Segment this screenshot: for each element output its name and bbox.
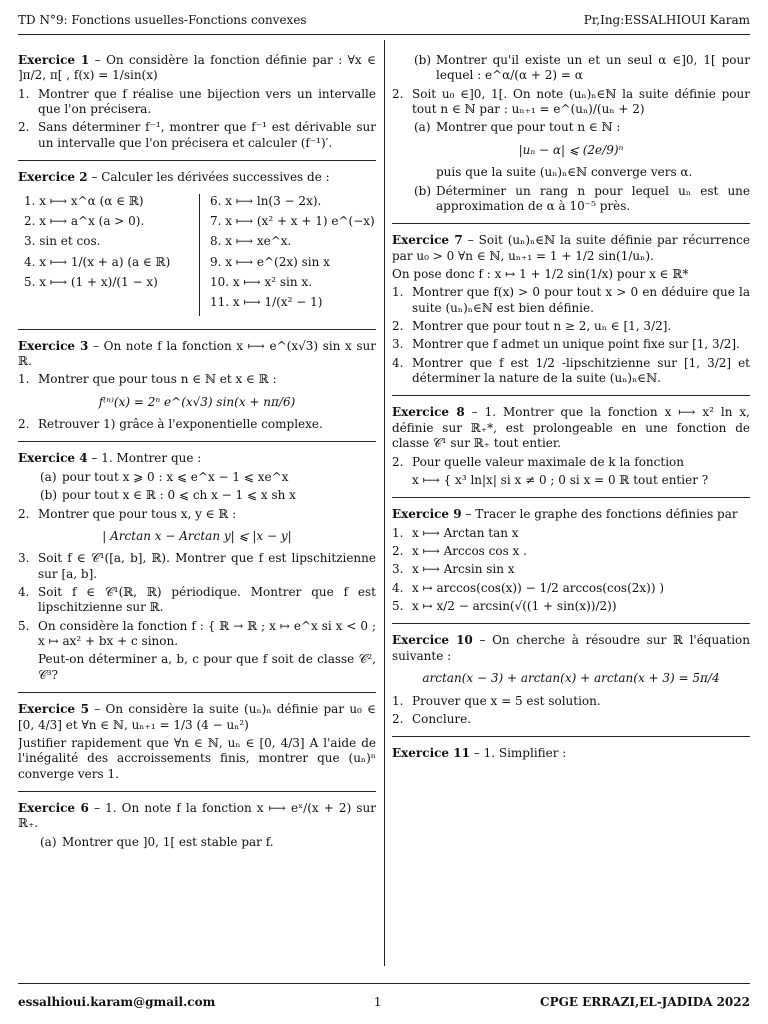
exercise-11 [392, 746, 750, 770]
exercise-intro: – On note f la fonction x ⟼ e^(x√3) sin x sur ℝ. [18, 338, 376, 369]
exercise-intro: – Calculer les dérivées successives de : [91, 170, 330, 185]
list-item: 8. x ⟼ xe^x. [210, 234, 292, 249]
exercise-7 [392, 233, 750, 396]
paragraph: puis que la suite (uₙ)ₙ∈ℕ converge vers α. [436, 165, 693, 180]
exercise-9 [392, 507, 750, 624]
list-item: 1. x ⟼ x^α (α ∈ ℝ) [24, 193, 144, 208]
list-item: 3. x ⟼ Arcsin sin x [392, 562, 515, 577]
exercise-3 [18, 339, 376, 443]
exercise-title: Exercice 8 [392, 405, 465, 420]
list-item: (b) Montrer qu'il existe un et un seul α ∈]0, 1[ pour lequel : e^α/(α + 2) = α [414, 53, 750, 83]
header-author: Pr,Ing:ESSALHIOUI Karam [583, 13, 750, 28]
list-item: 5. x ⟼ (1 + x)/(1 − x) [24, 274, 158, 289]
list-item: 2. Pour quelle valeur maximale de k la fonction [392, 454, 684, 469]
list-item: 1. Prouver que x = 5 est solution. [392, 693, 601, 708]
list-item: 2. Soit u₀ ∈]0, 1[. On note (uₙ)ₙ∈ℕ la suite définie pour tout n ∈ ℕ par : uₙ₊₁ = e^(uₙ)/(uₙ + 2) [392, 86, 750, 117]
exercise-title: Exercice 10 [392, 633, 473, 648]
list-item: 3. Soit f ∈ 𝒞¹([a, b], ℝ). Montrer que f est lipschitzienne sur [a, b]. [18, 551, 376, 581]
exercise-title: Exercice 5 [18, 702, 90, 717]
paragraph: Peut-on déterminer a, b, c pour que f soit de classe 𝒞², 𝒞³? [38, 652, 376, 682]
derivatives-table [24, 194, 376, 316]
exercise-intro: – On cherche à résoudre sur ℝ l'équation suivante : [392, 633, 750, 663]
list-item: 4. Montrer que f est 1/2 -lipschitzienne sur [1, 3/2] et déterminer la nature de la suite (uₙ)ₙ∈ℕ. [392, 355, 750, 386]
list-item: 6. x ⟼ ln(3 − 2x). [210, 193, 322, 208]
list-item: 4. x ⟼ 1/(x + a) (a ∈ ℝ) [24, 254, 171, 269]
exercise-intro: – 1. Montrer que la fonction x ⟼ x² ln x, définie sur ℝ₊*, est prolongeable en une fonction de classe 𝒞¹ sur ℝ₊ tout entier. [392, 405, 750, 451]
list-item: 1. Montrer que f réalise une bijection vers un intervalle que l'on précisera. [18, 86, 376, 117]
list-item: (a) pour tout x ⩾ 0 : x ⩽ e^x − 1 ⩽ xe^x [40, 469, 289, 484]
list-item: (b) pour tout x ∈ ℝ : 0 ⩽ ch x − 1 ⩽ x sh x [40, 488, 296, 503]
list-item: 1. Montrer que pour tous n ∈ ℕ et x ∈ ℝ : [18, 372, 277, 387]
list-item: 2. Montrer que pour tout n ≥ 2, uₙ ∈ [1, 3/2]. [392, 319, 672, 334]
list-item: 10. x ⟼ x² sin x. [210, 274, 313, 289]
paragraph: On pose donc f : x ↦ 1 + 1/2 sin(1/x) pour x ∈ ℝ* [392, 266, 689, 281]
exercise-2 [18, 170, 376, 330]
formula: arctan(x − 3) + arctan(x) + arctan(x + 3) = 5π/4 [422, 671, 720, 686]
list-item: 4. Soit f ∈ 𝒞¹(ℝ, ℝ) périodique. Montrer que f est lipschitzienne sur ℝ. [18, 584, 376, 615]
exercise-6 [18, 801, 376, 859]
list-item: (b) Déterminer un rang n pour lequel uₙ est une approximation de α à 10⁻⁵ près. [414, 183, 750, 213]
exercise-1 [18, 53, 376, 161]
left-column [18, 50, 376, 868]
footer-rule [18, 983, 750, 984]
list-item: 1. x ⟼ Arctan tan x [392, 525, 519, 540]
list-item: 2. x ⟼ a^x (a > 0). [24, 213, 145, 228]
exercise-title: Exercice 6 [18, 800, 89, 815]
exercise-8 [392, 405, 750, 498]
list-item: 2. Montrer que pour tous x, y ∈ ℝ : [18, 506, 237, 521]
formula: | Arctan x − Arctan y| ⩽ |x − y| [102, 528, 292, 543]
list-item: 11. x ⟼ 1/(x² − 1) [210, 295, 323, 310]
list-item: 3. Montrer que f admet un unique point fixe sur [1, 3/2]. [392, 337, 740, 352]
exercise-intro: – Tracer le graphe des fonctions définies par [465, 507, 738, 522]
formula: f⁽ⁿ⁾(x) = 2ⁿ e^(x√3) sin(x + nπ/6) [98, 394, 296, 409]
list-item: 2. Retrouver 1) grâce à l'exponentielle complexe. [18, 417, 323, 432]
list-item: 5. On considère la fonction f : { ℝ → ℝ ; x ↦ e^x si x < 0 ; x ↦ ax² + bx + c sinon. [18, 618, 376, 649]
list-item: 9. x ⟼ e^(2x) sin x [210, 254, 330, 269]
list-item: 5. x ↦ x/2 − arcsin(√((1 + sin(x))/2)) [392, 599, 617, 614]
exercise-title: Exercice 3 [18, 338, 89, 353]
exercise-title: Exercice 1 [18, 53, 90, 67]
list-item: (a) Montrer que pour tout n ∈ ℕ : [414, 120, 621, 135]
column-divider [384, 40, 385, 966]
footer-school: CPGE ERRAZI,EL-JADIDA 2022 [540, 994, 750, 1009]
list-item: 3. sin et cos. [24, 234, 101, 249]
page-footer [18, 995, 750, 1010]
formula: |uₙ − α| ⩽ (2e/9)ⁿ [518, 142, 624, 157]
list-item: 4. x ↦ arccos(cos(x)) − 1/2 arccos(cos(2x)) ) [392, 580, 665, 595]
paragraph: x ⟼ { x³ ln|x| si x ≠ 0 ; 0 si x = 0 ℝ tout entier ? [412, 472, 709, 487]
right-column [392, 50, 750, 780]
exercise-intro: – Soit (uₙ)ₙ∈ℕ la suite définie par récurrence par u₀ > 0 ∀n ∈ ℕ, uₙ₊₁ = 1 + 1/2 sin(1/uₙ). [392, 233, 750, 263]
footer-email: essalhioui.karam@gmail.com [18, 994, 216, 1009]
list-item: 1. Montrer que f(x) > 0 pour tout x > 0 en déduire que la suite (uₙ)ₙ∈ℕ est bien définie. [392, 285, 750, 315]
list-item: 2. Conclure. [392, 711, 472, 726]
exercise-10 [392, 633, 750, 737]
header-title: TD N°9: Fonctions usuelles-Fonctions convexes [18, 13, 307, 28]
paragraph: Justifier rapidement que ∀n ∈ ℕ, uₙ ∈ [0, 4/3] A l'aide de l'inégalité des accroissements finis, montrer que (uₙ)ⁿ converge vers 1. [18, 735, 376, 781]
exercise-title: Exercice 11 [392, 746, 470, 761]
list-item: 2. x ⟼ Arccos cos x . [392, 543, 527, 558]
exercise-5 [18, 702, 376, 792]
exercise-4 [18, 451, 376, 693]
exercise-intro: – On considère la suite (uₙ)ₙ définie par u₀ ∈ [0, 4/3] et ∀n ∈ ℕ, uₙ₊₁ = 1/3 (4 − uₙ²) [18, 702, 376, 732]
exercise-intro: – On considère la fonction définie par : ∀x ∈ ]π/2, π[ , f(x) = 1/sin(x) [18, 53, 376, 83]
exercise-6-continued [392, 53, 750, 224]
exercise-title: Exercice 4 [18, 451, 88, 466]
header-rule [18, 34, 750, 35]
exercise-intro: – 1. Montrer que : [91, 451, 202, 466]
list-item: 2. Sans déterminer f⁻¹, montrer que f⁻¹ est dérivable sur un intervalle que l'on précisera et calculer (f⁻¹)′. [18, 120, 376, 150]
exercise-intro: – 1. Simplifier : [473, 746, 567, 761]
list-item: 7. x ⟼ (x² + x + 1) e^(−x) [210, 213, 375, 228]
exercise-title: Exercice 2 [18, 170, 88, 185]
page-header [18, 10, 750, 32]
exercise-title: Exercice 9 [392, 507, 462, 522]
exercise-intro: – 1. On note f la fonction x ⟼ eˣ/(x + 2) sur ℝ₊. [18, 800, 376, 831]
list-item: (a) Montrer que ]0, 1[ est stable par f. [40, 834, 274, 849]
page-number: 1 [373, 994, 382, 1009]
exercise-title: Exercice 7 [392, 233, 463, 248]
